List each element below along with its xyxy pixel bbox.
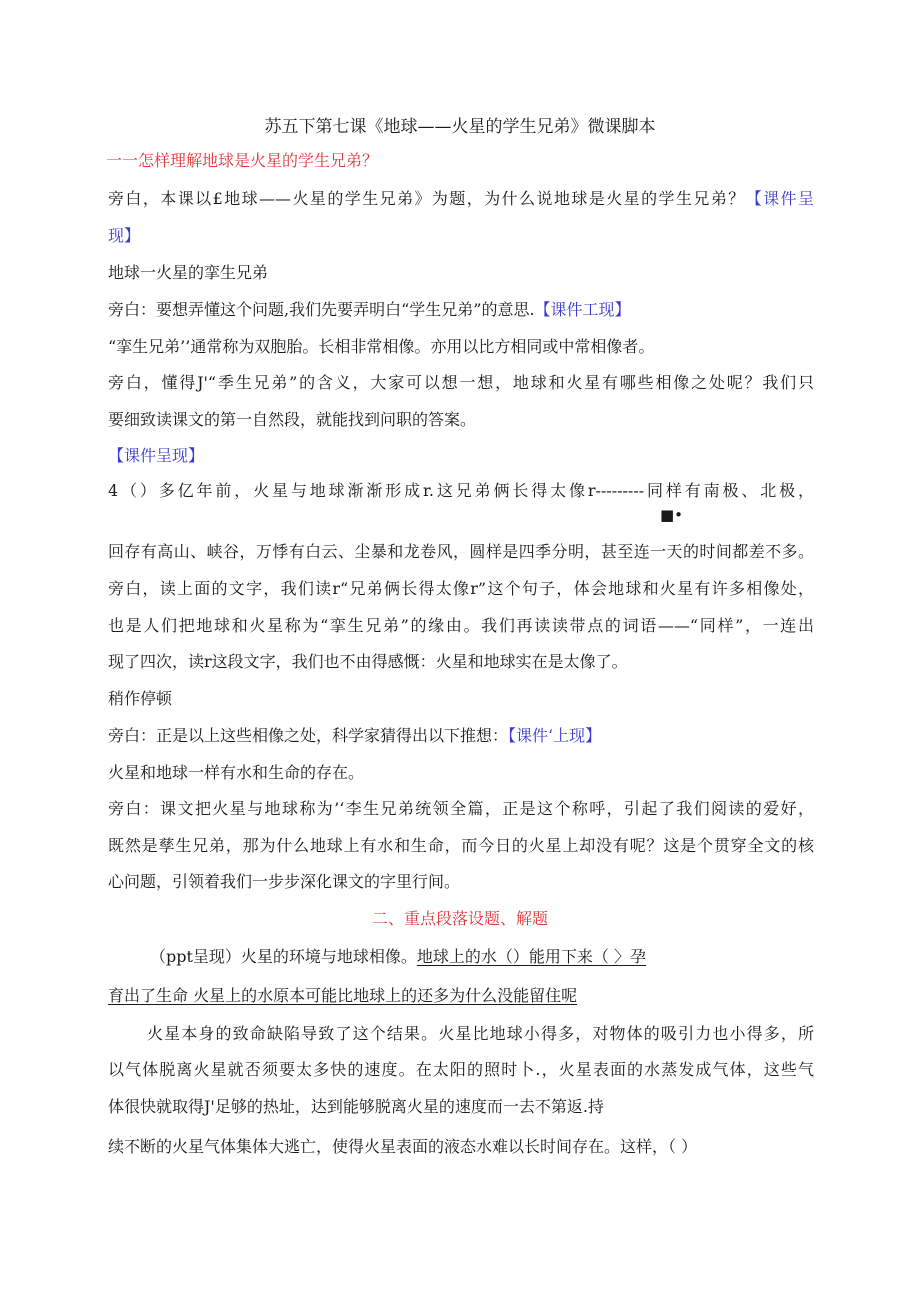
section-heading-2: 二、重点段落设题、解题 — [371, 909, 548, 928]
courseware-tag: 【课件工现】 — [534, 300, 631, 319]
paragraph-narration-5 — [108, 725, 601, 747]
section-heading-1: 一一怎样理解地球是火星的学生兄弟？ — [106, 151, 379, 170]
quoted-text-2: 回存有高山、峡谷，万悸有白云、尘暴和龙卷风，圆样是四季分明，甚至连一天的时间都差不多。 — [108, 542, 814, 561]
paragraph-narration-4c: 现了四次，读r这段文字，我们也不由得感慨：火星和地球实在是太像了。 — [108, 652, 628, 671]
quoted-text-1: 4（）多亿年前，火星与地球渐渐形成r.这兄弟俩长得太像r---------同样有南极、北极， — [108, 481, 814, 500]
paragraph-narration-2 — [108, 299, 631, 321]
ppt-question-line-1 — [150, 946, 646, 968]
paragraph-narration-4a: 旁白，读上面的文字，我们读r“兄弟俩长得太像r”这个句子，体会地球和火星有许多相像处， — [108, 579, 814, 598]
courseware-tag-cont: 现】 — [108, 226, 141, 245]
paragraph-narration-1 — [108, 188, 814, 210]
definition-line: “挛生兄弟’’通常称为双胞胎。长相非常相像。亦用以比方相同或中常相像者。 — [108, 337, 655, 356]
courseware-tag-show: 【课件呈现】 — [108, 446, 205, 465]
ppt-prefix: （ppt呈现）火星的环境与地球相像。 — [150, 947, 417, 966]
paragraph-body-1c: 体很快就取得J'足够的热址，达到能够脱离火星的速度而一去不第返.持 — [108, 1097, 604, 1116]
pause-note: 稍作停顿 — [108, 689, 173, 708]
document-title: 苏五下第七课《地球——火星的学生兄弟》微课脚本 — [264, 117, 656, 137]
courseware-tag: 【课件‘上现】 — [508, 726, 602, 745]
paragraph-body-2: 续不断的火星气体集体大逃亡，使得火星表面的液态水难以长时间存在。这样，（ ） — [108, 1137, 698, 1156]
narration-text: 旁白：要想弄懂这个问题,我们先要弄明白“学生兄弟”的意思. — [108, 300, 535, 319]
narration-text: 旁白：正是以上这些相像之处，科学家猜得出以下推想： — [108, 726, 509, 745]
narration-text: 旁白，本课以£地球——火星的学生兄弟》为题，为什么说地球是火星的学生兄弟？ — [108, 189, 746, 208]
paragraph-narration-3a: 旁白，懂得J'“季生兄弟”的含义，大家可以想一想，地球和火星有哪些相像之处呢？我们只 — [108, 373, 814, 392]
paragraph-narration-3b: 要细致读课文的第一自然段，就能找到问职的答案。 — [108, 410, 477, 429]
ppt-question-line-2: 育出了生命 火星上的水原本可能比地球上的还多为什么没能留住呢 — [108, 986, 578, 1005]
paragraph-body-1b: 以气体脱离火星就否须要太多快的速度。在太阳的照时卜.，火星表面的水蒸发成气体，这些气 — [108, 1060, 814, 1079]
dot-mark: ■• — [660, 506, 684, 524]
paragraph-narration-6b: 既然是孳生兄弟，那为什么地球上有水和生命，而今日的火星上却没有呢？这是个贯穿全文的核 — [108, 836, 814, 855]
fill-blank-question: 地球上的水（）能用下来（ 〉孕 — [416, 947, 647, 966]
paragraph-narration-6c: 心问题，引领着我们一步步深化课文的字里行间。 — [108, 872, 461, 891]
twin-title-line: 地球一火星的挛生兄弟 — [108, 263, 269, 282]
courseware-tag: 【课件呈 — [745, 189, 814, 208]
paragraph-body-1a: 火星本身的致命缺陷导致了这个结果。火星比地球小得多，对物体的吸引力也小得多，所 — [147, 1024, 814, 1043]
paragraph-narration-6a: 旁白：课文把火星与地球称为’‘李生兄弟统领全篇，正是这个称呼，引起了我们阅读的爱好， — [108, 799, 814, 818]
hypothesis-line: 火星和地球一样有水和生命的存在。 — [108, 763, 365, 782]
paragraph-narration-4b: 也是人们把地球和火星称为“挛生兄弟”的缘由。我们再读读带点的词语——“同样”，一连出 — [108, 616, 814, 635]
